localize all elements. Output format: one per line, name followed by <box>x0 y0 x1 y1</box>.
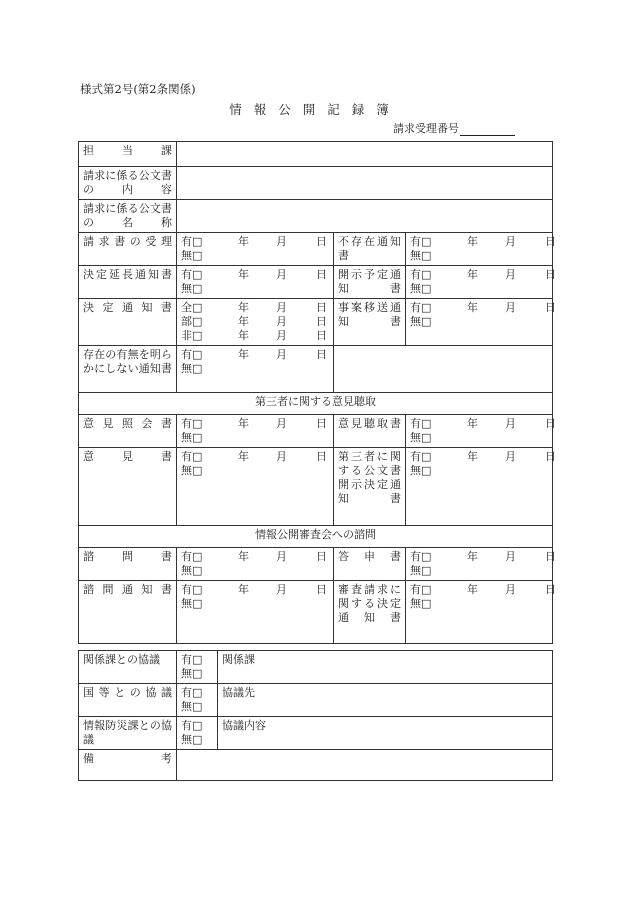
request-number-field[interactable] <box>460 124 515 136</box>
field-kettei[interactable]: 全□ 年 月 日 部□ 年 月 日 非□ 年 月 日 <box>177 299 334 346</box>
consultation-table <box>78 650 553 781</box>
form-number: 様式第2号(第2条関係) <box>80 82 196 96</box>
field-shinsa[interactable]: 有□ 年 月 日 無□ <box>406 581 553 644</box>
field-tanto[interactable] <box>177 142 553 167</box>
label-naiyo: 請求に係る公文書の内容 <box>79 167 177 200</box>
field-naiyo[interactable] <box>177 167 553 200</box>
label-daisansha: 第三者に関する公文書開示決定通知書 <box>334 448 406 526</box>
field-toshin[interactable]: 有□ 年 月 日 無□ <box>406 548 553 581</box>
label-biko: 備 考 <box>79 750 177 781</box>
sublabel-kankeika: 関係課 <box>222 653 255 666</box>
request-number <box>393 120 515 136</box>
label-iken: 意見書 <box>79 448 177 526</box>
field-encho[interactable]: 有□ 年 月 日 無□ <box>177 266 334 299</box>
label-meisho: 請求に係る公文書の名称 <box>79 200 177 233</box>
field-chosyu[interactable]: 有□ 年 月 日 無□ <box>406 415 553 448</box>
field-kankeika[interactable] <box>218 651 553 684</box>
label-kankei-kyogi: 関係課との協議 <box>79 651 177 684</box>
label-juri: 請求書の受理 <box>79 233 177 266</box>
field-kuni-yesno[interactable]: 有□ 無□ <box>177 684 218 717</box>
label-chosyu: 意見聴取書 <box>334 415 406 448</box>
label-iso: 事案移送通知書 <box>334 299 406 346</box>
field-shokai[interactable]: 有□ 年 月 日 無□ <box>177 415 334 448</box>
empty-cell <box>334 346 553 393</box>
sublabel-kyogi-naiyo: 協議内容 <box>222 719 266 732</box>
request-number-label: 請求受理番号 <box>393 122 459 135</box>
field-shimon[interactable]: 有□ 年 月 日 無□ <box>177 548 334 581</box>
field-kyogisaki[interactable] <box>218 684 553 717</box>
sublabel-kyogisaki: 協議先 <box>222 686 255 699</box>
field-shimon-tsuchi[interactable]: 有□ 年 月 日 無□ <box>177 581 334 644</box>
field-iso[interactable]: 有□ 年 月 日 無□ <box>406 299 553 346</box>
field-iken[interactable]: 有□ 年 月 日 無□ <box>177 448 334 526</box>
label-kettei: 決定通知書 <box>79 299 177 346</box>
label-shimon: 諮問書 <box>79 548 177 581</box>
field-biko[interactable] <box>177 750 553 781</box>
field-bosai-yesno[interactable]: 有□ 無□ <box>177 717 218 750</box>
field-kankei-yesno[interactable]: 有□ 無□ <box>177 651 218 684</box>
label-fusonzai: 不存在通知書 <box>334 233 406 266</box>
label-shokai: 意見照会書 <box>79 415 177 448</box>
page-title: 情報公開記録簿 <box>229 102 401 117</box>
label-toshin: 答申書 <box>334 548 406 581</box>
field-fusonzai[interactable]: 有□ 年 月 日 無□ <box>406 233 553 266</box>
label-kaiji-yotei: 開示予定通知書 <box>334 266 406 299</box>
label-encho: 決定延長通知書 <box>79 266 177 299</box>
section-third-party: 第三者に関する意見聴取 <box>79 393 553 415</box>
field-juri[interactable]: 有□ 年 月 日 無□ <box>177 233 334 266</box>
field-kaiji-yotei[interactable]: 有□ 年 月 日 無□ <box>406 266 553 299</box>
field-daisansha[interactable]: 有□ 年 月 日 無□ <box>406 448 553 526</box>
label-sonpi: 存在の有無を明らかにしない通知書 <box>79 346 177 393</box>
label-shimon-tsuchi: 諮問通知書 <box>79 581 177 644</box>
label-kuni-kyogi: 国等との協議 <box>79 684 177 717</box>
record-form-table <box>78 141 556 644</box>
field-kyogi-naiyo[interactable] <box>218 717 553 750</box>
field-sonpi[interactable]: 有□ 年 月 日 無□ <box>177 346 334 393</box>
label-shinsa: 審査請求に関する決定通知書 <box>334 581 406 644</box>
section-council: 情報公開審査会への諮問 <box>79 526 553 548</box>
label-bosai-kyogi: 情報防災課との協議 <box>79 717 177 750</box>
field-meisho[interactable] <box>177 200 553 233</box>
label-tanto: 担 当 課 <box>79 142 177 167</box>
